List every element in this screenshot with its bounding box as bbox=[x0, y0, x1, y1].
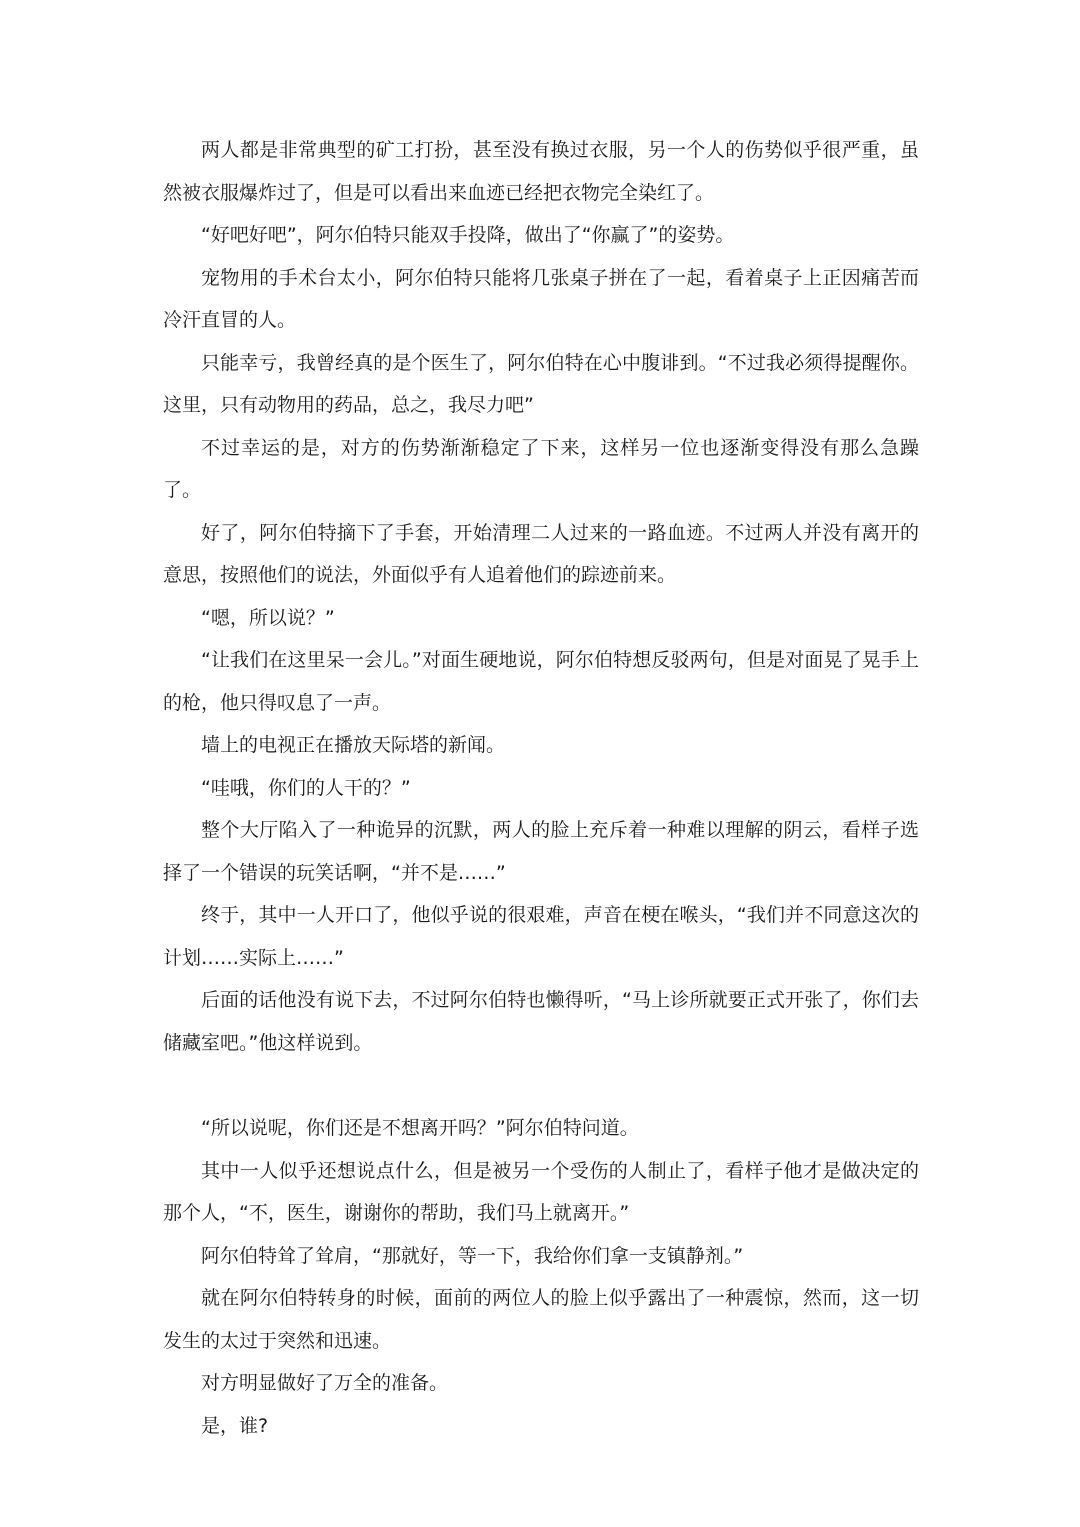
paragraph: 只能幸亏，我曾经真的是个医生了，阿尔伯特在心中腹诽到。“不过我必须得提醒你。这里，只有动物用的药品，总之，我尽力吧” bbox=[163, 351, 919, 416]
paragraph: 两人都是非常典型的矿工打扮，甚至没有换过衣服，另一个人的伤势似乎很严重，虽然被衣服爆炸过了，但是可以看出来血迹已经把衣物完全染红了。 bbox=[163, 139, 919, 204]
paragraph: 后面的话他没有说下去，不过阿尔伯特也懒得听，“马上诊所就要正式开张了，你们去储藏室吧。”他这样说到。 bbox=[163, 989, 919, 1054]
paragraph: 对方明显做好了万全的准备。 bbox=[201, 1372, 449, 1394]
paragraph: 整个大厅陷入了一种诡异的沉默，两人的脸上充斥着一种难以理解的阴云，看样子选择了一个错误的玩笑话啊，“并不是……” bbox=[163, 819, 919, 884]
paragraph: 就在阿尔伯特转身的时候，面前的两位人的脸上似乎露出了一种震惊，然而，这一切发生的太过于突然和迅速。 bbox=[163, 1287, 919, 1352]
paragraph: “好吧好吧”，阿尔伯特只能双手投降，做出了“你赢了”的姿势。 bbox=[201, 224, 735, 246]
section-break bbox=[163, 1064, 919, 1107]
paragraph: 不过幸运的是，对方的伤势渐渐稳定了下来，这样另一位也逐渐变得没有那么急躁了。 bbox=[163, 436, 919, 501]
paragraph: 好了，阿尔伯特摘下了手套，开始清理二人过来的一路血迹。不过两人并没有离开的意思，按照他们的说法，外面似乎有人追着他们的踪迹前来。 bbox=[163, 521, 919, 586]
paragraph: 终于，其中一人开口了，他似乎说的很艰难，声音在梗在喉头，“我们并不同意这次的计划……实际上……” bbox=[163, 904, 919, 969]
paragraph: 宠物用的手术台太小，阿尔伯特只能将几张桌子拼在了一起，看着桌子上正因痛苦而冷汗直冒的人。 bbox=[163, 266, 919, 331]
document-body bbox=[163, 129, 919, 1447]
paragraph: 墙上的电视正在播放天际塔的新闻。 bbox=[201, 734, 506, 756]
paragraph: “嗯，所以说？” bbox=[201, 606, 335, 629]
paragraph: 是，谁? bbox=[201, 1414, 269, 1437]
paragraph: “所以说呢，你们还是不想离开吗？”阿尔伯特问道。 bbox=[201, 1117, 639, 1139]
paragraph: 阿尔伯特耸了耸肩，“那就好，等一下，我给你们拿一支镇静剂。” bbox=[201, 1244, 744, 1267]
paragraph: “让我们在这里呆一会儿。”对面生硬地说，阿尔伯特想反驳两句，但是对面晃了晃手上的枪，他只得叹息了一声。 bbox=[163, 649, 919, 714]
paragraph: 其中一人似乎还想说点什么，但是被另一个受伤的人制止了，看样子他才是做决定的那个人，“不，医生，谢谢你的帮助，我们马上就离开。” bbox=[163, 1159, 919, 1224]
paragraph: “哇哦，你们的人干的？” bbox=[201, 776, 411, 799]
